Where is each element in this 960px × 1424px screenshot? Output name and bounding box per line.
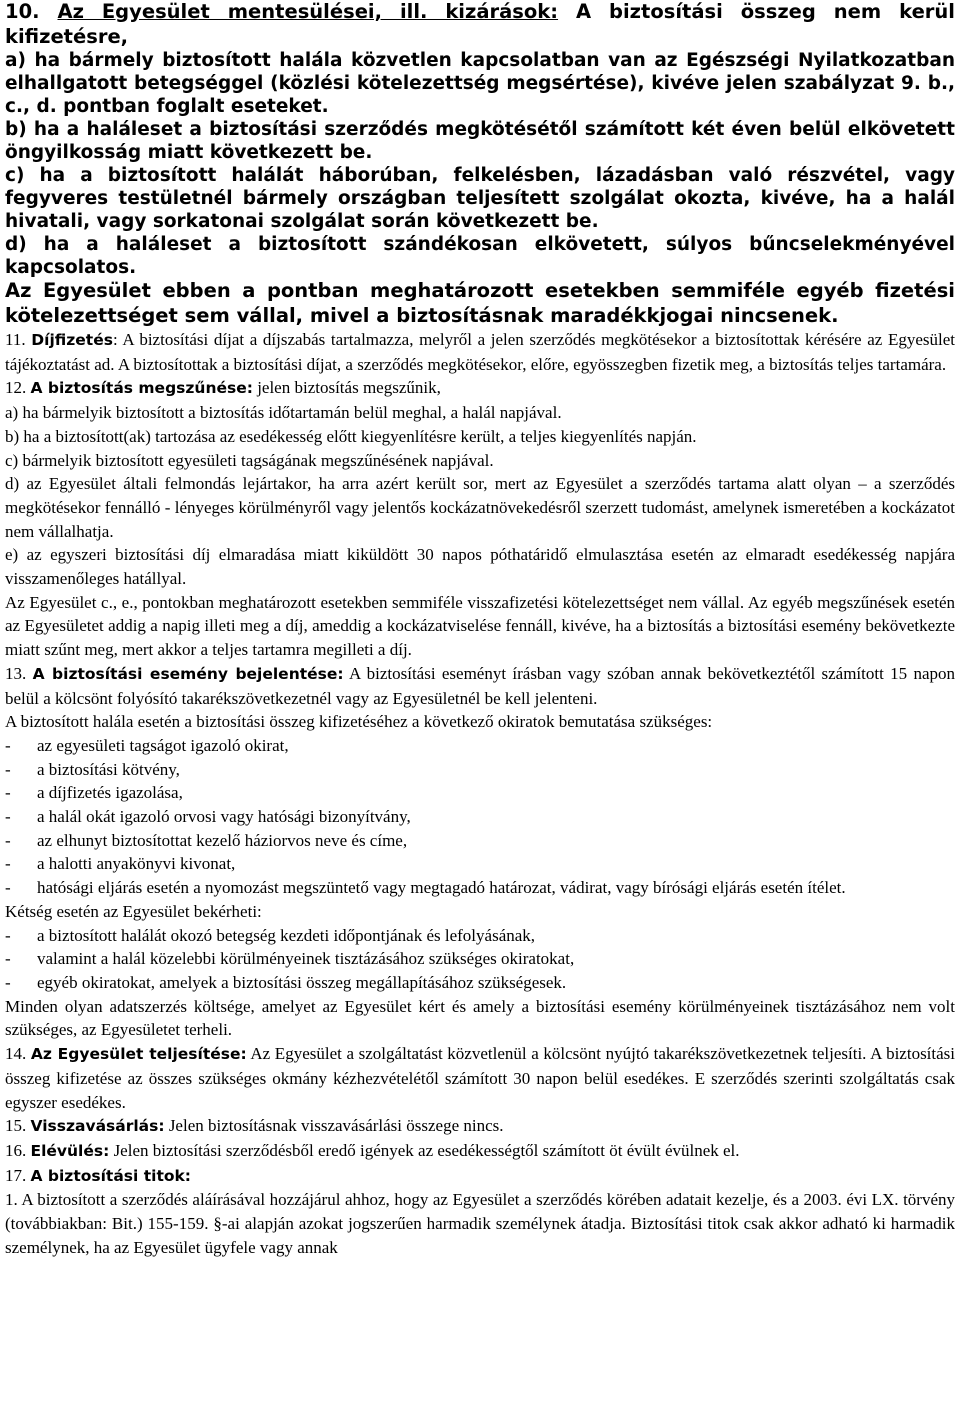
termination-e: e) az egyszeri biztosítási díj elmaradása miatt kiküldött 30 napos póthatáridő elmulasztása esetén az elmaradt esedékesség napjára visszamenőleges hatállyal. [5,545,955,589]
section-11-title: Díjfizetés [31,331,113,349]
section-13-title: A biztosítási esemény bejelentése: [32,664,344,683]
section-14-text: Az Egyesület a szolgáltatást közvetlenül a kölcsönt nyújtó takarékszövetkezetnek teljesíti. A biztosítási összeg kifizetése az összes szükséges okmány kézhezvételétől számított 30 napon belül esedékes. E szerződés szerinti szolgáltatás csak egyszer esedékes. [5,1044,956,1112]
termination-a: a) ha bármelyik biztosított a biztosítás időtartamán belül meghal, a halál napjával. [5,403,562,423]
list-item: - a halál okát igazoló orvosi vagy hatósági bizonyítvány, [5,807,411,827]
section-10-title: Az Egyesület mentesülései, ill. kizárások: [57,0,559,23]
extra-docs-list [5,924,955,995]
list-item: - valamint a halál közelebbi körülményeinek tisztázásához szükséges okiratokat, [5,949,575,969]
list-item: - egyéb okiratokat, amelyek a biztosítási összeg megállapításához szükségesek. [5,972,567,992]
section-14-number: 14. [5,1044,27,1064]
exclusion-b: b) ha a haláleset a biztosítási szerződés megkötésétől számított két éven belül elkövetett öngyilkosság miatt következett be. [5,119,955,163]
section-12-intro: jelen biztosítás megszűnik, [252,378,441,398]
section-15-title: Visszavásárlás: [30,1117,165,1136]
termination-c: c) bármelyik biztosított egyesületi tagságának megszűnésének napjával. [5,450,494,470]
required-docs-intro: A biztosított halála esetén a biztosítási összeg kifizetéséhez a következő okiratok bemutatása szükséges: [5,712,713,732]
section-17-title: A biztosítási titok: [30,1166,192,1185]
section-14-title: Az Egyesület teljesítése: [30,1045,247,1064]
section-14 [5,1042,955,1114]
section-11 [5,328,955,376]
section-15 [5,1114,955,1139]
list-item: - az elhunyt biztosítottat kezelő háziorvos neve és címe, [5,830,408,850]
exclusion-c: c) ha a biztosított halálát háborúban, felkelésben, lázadásban való részvétel, vagy fegyveres testületnél bármely országban teljesített szolgálat okozta, kivéve, ha a halál hivatali, vagy sorkatonai szolgálat során következett be. [5,165,955,232]
body-text [5,328,955,1259]
section-16-number: 16. [5,1140,27,1160]
section-15-text: Jelen biztosításnak visszavásárlási összege nincs. [164,1116,504,1136]
section-17-paragraph-1: 1. A biztosított a szerződés aláírásával hozzájárul ahhoz, hogy az Egyesület a szerződés körében adatait kezelje, és a 2003. évi LX. törvény (továbbiakban: Bit.) 155-159. §-ai alapján azokat jogszerűen harmadik személynek átadja. Biztosítási titok csak akkor adható ki harmadik személynek, ha az Egyesület ügyfele vagy annak [5,1190,955,1257]
termination-note: Az Egyesület c., e., pontokban meghatározott esetekben semmiféle visszafizetési kötelezettséget nem vállal. Az egyéb megszűnések esetén az Egyesületet addig a napig illeti meg a díj, ameddig a kockázatviselése fennáll, kivéve, ha a biztosítás a biztosítási esemény bekövetkezte miatt szűnt meg, mert akkor a teljes tartamra megilleti a díj. [5,592,955,660]
section-12-number: 12. [5,378,27,398]
document-page [5,0,955,1259]
list-item: - a biztosított halálát okozó betegség kezdeti időpontjának és lefolyásának, [5,925,536,945]
list-item: - a halotti anyakönyvi kivonat, [5,854,236,874]
section-12-title: A biztosítás megszűnése: [30,379,253,398]
section-10-closing: Az Egyesület ebben a pontban meghatározott esetekben semmiféle egyéb fizetési kötelezettséget sem vállal, mivel a biztosításnak maradékkjogai nincsenek. [5,279,955,327]
section-10-number: 10. [5,0,40,23]
section-10-exclusions [5,49,955,279]
list-item: - a biztosítási kötvény, [5,759,180,779]
termination-d: d) az Egyesület általi felmondás lejártakor, ha arra azért került sor, mert az Egyesület a szerződés tartama alatt olyan – a szerződés megkötésekor fennálló - lényeges körülményről vagy jelentős kockázatnövekedésről szerzett tudomást, amelynek ismeretében a kockázatot nem vállalhatja. [5,474,955,541]
list-item: - az egyesületi tagságot igazoló okirat, [5,735,289,755]
extra-docs-intro: Kétség esetén az Egyesület bekérheti: [5,901,262,921]
section-17-heading [5,1164,955,1189]
section-10-title-rest: A biztosítási összeg nem kerül kifizetésre, [5,0,955,48]
section-16-title: Elévülés: [30,1141,110,1160]
exclusion-a: a) ha bármely biztosított halála közvetlen kapcsolatban van az Egészségi Nyilatkozatban elhallgatott betegséggel (közlési kötelezettség megsértése), kivéve jelen szabályzat 9. b., c., d. pontban foglalt eseteket. [5,50,955,117]
section-15-number: 15. [5,1116,27,1136]
section-13-number: 13. [5,663,27,683]
section-13-text: A biztosítási eseményt írásban vagy szóban annak bekövetkeztétől számított 15 napon belül a kölcsönt folyósító takarékszövetkezetnél vagy az Egyesületnél be kell jelenteni. [5,663,956,708]
list-item: - hatósági eljárás esetén a nyomozást megszüntető vagy megtagadó határozat, vádirat, vagy bírósági eljárás esetén ítélet. [5,878,846,898]
section-17-number: 17. [5,1165,27,1185]
exclusion-d: d) ha a haláleset a biztosított szándékosan elkövetett, súlyos bűncselekményével kapcsolatos. [5,234,955,278]
data-cost-note: Minden olyan adatszerzés költsége, amelyet az Egyesület kért és amely a biztosítási esemény körülményeinek tisztázásához nem volt szükséges, az Egyesületet terheli. [5,996,955,1040]
required-docs-list [5,734,955,900]
section-10-heading [5,0,955,49]
section-11-text: : A biztosítási díjat a díjszabás tartalmazza, melyről a jelen szerződés megkötésekor a biztosítottak kérésére az Egyesület tájékoztatást ad. A biztosítottak a biztosítási díjat, a szerződés megkötésekor, előre, egyösszegben fizetik meg, a biztosítás teljes tartamára. [5,330,955,374]
section-12-heading [5,376,955,401]
section-13-heading [5,662,955,710]
list-item: - a díjfizetés igazolása, [5,783,183,803]
section-11-number: 11. [5,330,26,349]
section-16-text: Jelen biztosítási szerződésből eredő igények az esedékességtől számított öt évült évülnek el. [109,1140,740,1160]
termination-b: b) ha a biztosított(ak) tartozása az esedékesség előtt kiegyenlítésre került, a teljes kiegyenlítés napján. [5,426,697,446]
section-16 [5,1139,955,1164]
